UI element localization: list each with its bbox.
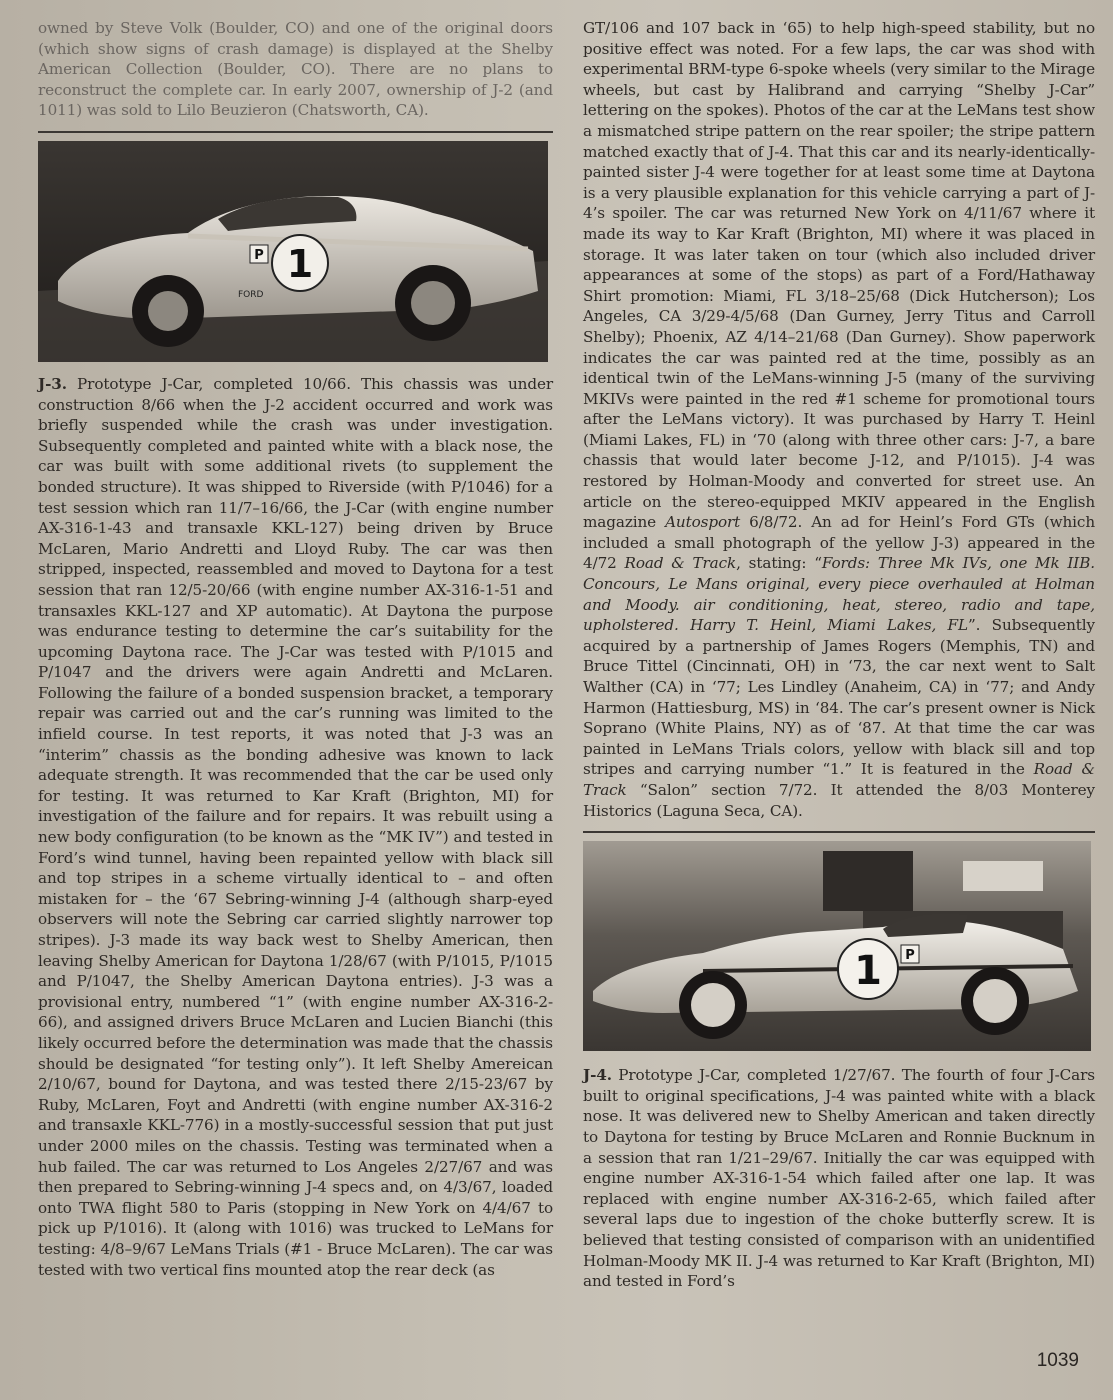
j4-entry (583, 1065, 1095, 1292)
text-run: “Salon” section 7/72. It attended the 8/03 Monterey Historics (Laguna Seca, CA). (583, 780, 1095, 820)
photo-j4-race-car (583, 841, 1091, 1051)
j3-heading: J-3. (38, 374, 67, 393)
photo-j3-race-car (38, 141, 548, 362)
j4-body: Prototype J-Car, completed 1/27/67. The fourth of four J-Cars built to original specifications, J-4 was painted white with a black nose. It was delivered new to Shelby American and taken directly to Daytona for testing by Bruce McLaren and Ronnie Bucknum in a session that ran 1/21–29/67. Initially the car was equipped with engine number AX-316-1-54 which failed after one lap. It was replaced with engine number AX-316-2-65, which failed after several laps due to ingestion of the choke butterfly screw. It is believed that testing consisted of comparison with an unidentified Holman-Moody MK II. J-4 was returned to Kar Kraft (Brighton, MI) and tested in Ford’s (583, 1066, 1095, 1291)
text-run: 6/8/72. An ad for Heinl’s Ford GTs (which included a small photograph of the yellow J-3) appeared in the 4/72 (583, 513, 1095, 573)
magazine-title: Autosport (665, 513, 741, 532)
j4-car-number: 1 (854, 948, 882, 995)
j3-car-illustration (38, 141, 548, 362)
page-number: 1039 (1036, 1350, 1079, 1371)
ad-quote: Fords: Three Mk IVs, one Mk IIB. Concours, Le Mans original, every piece overhauled at Holman and Moody. air conditioning, heat, stereo, radio and tape, upholstered. Harry T. Heinl, Miami Lakes, FL (583, 554, 1095, 635)
j3-body: Prototype J-Car, completed 10/66. This chassis was under construction 8/66 when the J-2 accident occurred and work was briefly suspended while the crash was under investigation. Subsequently completed and painted white with a black nose, the car was built with some additional rivets (to supplement the bonded structure). It was shipped to Riverside (with P/1046) for a test session which ran 11/7–16/66, the J-Car (with engine number AX-316-1-43 and transaxle KKL-127) being driven by Bruce McLaren, Mario Andretti and Lloyd Ruby. The car was then stripped, inspected, reassembled and moved to Daytona for a test session that ran 12/5-20/66 (with engine number AX-316-1-51 and transaxles KKL-127 and XP automatic). At Daytona the purpose was endurance testing to determine the car’s suitability for the upcoming Daytona race. The J-Car was tested with P/1015 and P/1047 and the drivers were again Andretti and McLaren. Following the failure of a bonded suspension bracket, a temporary repair was carried out and the car’s running was limited to the infield course. In test reports, it was noted that J-3 was an “interim” chassis as the bonding adhesive was known to lack adequate strength. It was recommended that the car be used only for testing. It was returned to Kar Kraft (Brighton, MI) for investigation of the failure and for repairs. It was rebuilt using a new body configuration (to be known as the “MK IV”) and tested in Ford’s wind tunnel, having been repainted yellow with black sill and top stripes in a scheme virtually identical to – and often mistaken for – the ‘67 Sebring-winning J-4 (although sharp-eyed observers will note the Sebring car carried slightly narrower top stripes). J-3 made its way back west to Shelby American, then leaving Shelby American for Daytona 1/28/67 (with P/1015, P/1015 and P/1047, the Shelby American Daytona entries). J-3 was a provisional entry, numbered “1” (with engine number AX-316-2-66), and assigned drivers Bruce McLaren and Lucien Bianchi (this likely occurred before the determination was made that the chassis should be designated “for testing only”). It left Shelby Amereican 2/10/67, bound for Daytona, and was tested there 2/15-23/67 by Ruby, McLaren, Foyt and Andretti (with engine number AX-316-2 and transaxle KKL-776) in a mostly-successful session that put just under 2000 miles on the chassis. Testing was terminated when a hub failed. The car was returned to Los Angeles 2/27/67 and was then prepared to Sebring-winning J-4 specs and, on 4/3/67, loaded onto TWA flight 580 to Paris (stopping in New York on 4/4/67 to pick up P/1016). It (along with 1016) was trucked to LeMans for testing: 4/8–9/67 LeMans Trials (#1 - Bruce McLaren). The car was tested with two vertical fins mounted atop the rear deck (as (38, 374, 553, 1279)
j3-car-number: 1 (286, 241, 314, 286)
section-divider (38, 131, 553, 133)
left-column (38, 18, 553, 1280)
right-column (583, 18, 1095, 1292)
j4-p-badge: P (905, 948, 915, 964)
magazine-title: Road & Track (624, 554, 737, 573)
text-run: GT/106 and 107 back in ‘65) to help high-speed stability, but no positive effect was noted. For a few laps, the car was shod with experimental BRM-type 6-spoke wheels (very similar to the Mirage wheels, but cast by Halibrand and carrying “Shelby J-Car” lettering on the spokes). Photos of the car at the LeMans test show a mismatched stripe pattern on the rear spoiler; the stripe pattern matched exactly that of J-4. That this car and its nearly-identically-painted sister J-4 were together for at least some time at Daytona is a very plausible explanation for this vehicle carrying a part of J-4’s spoiler. The car was returned New York on 4/11/67 where it made its way to Kar Kraft (Brighton, MI) where it was placed in storage. It was later taken on tour (which also included driver appearances at some of the stops) as part of a Ford/Hathaway Shirt promotion: Miami, FL 3/18–25/68 (Dick Hutcherson); Los Angeles, CA 3/29-4/5/68 (Dan Gurney, Jerry Titus and Carroll Shelby); Phoenix, AZ 4/14–21/68 (Dan Gurney). Show paperwork indicates the car was painted red at the time, possibly as an identical twin of the LeMans-winning J-5 (many of the surviving MKIVs were painted in the red #1 scheme for promotional tours after the LeMans victory). It was purchased by Harry T. Heinl (Miami Lakes, FL) in ‘70 (along with three other cars: J-7, a bare chassis that would later become J-12, and P/1015). J-4 was restored by Holman-Moody and converted for street use. An article on the stereo-equipped MKIV appeared in the English magazine (583, 19, 1095, 532)
continued-paragraph: owned by Steve Volk (Boulder, CO) and one of the original doors (which show signs of crash damage) is displayed at the Shelby American Collection (Boulder, CO). There are no plans to reconstruct the complete car. In early 2007, ownership of J-2 (and 1011) was sold to Lilo Beuzieron (Chatsworth, CA). (38, 19, 553, 120)
j3-continued-paragraph (583, 18, 1095, 821)
j3-entry (38, 374, 553, 1280)
text-run: ”. Subsequently acquired by a partnership of James Rogers (Memphis, TN) and Bruce Tittel (Cincinnati, OH) in ‘73, the car next went to Salt Walther (CA) in ‘77; Les Lindley (Anaheim, CA) in ‘77; and Andy Harmon (Hattiesburg, MS) in ‘84. The car’s present owner is Nick Soprano (White Plains, NY) as of ‘87. At that time the car was painted in LeMans Trials colors, yellow with black sill and top stripes and carrying number “1.” It is featured in the (583, 616, 1095, 779)
section-divider (583, 831, 1095, 833)
j4-heading: J-4. (583, 1066, 612, 1085)
j3-p-badge: P (254, 247, 264, 263)
j4-car-illustration (583, 841, 1091, 1051)
magazine-title: Road & Track (583, 760, 1095, 799)
j3-sponsor-decal: FORD (238, 289, 264, 300)
text-run: , stating: “ (736, 554, 822, 573)
